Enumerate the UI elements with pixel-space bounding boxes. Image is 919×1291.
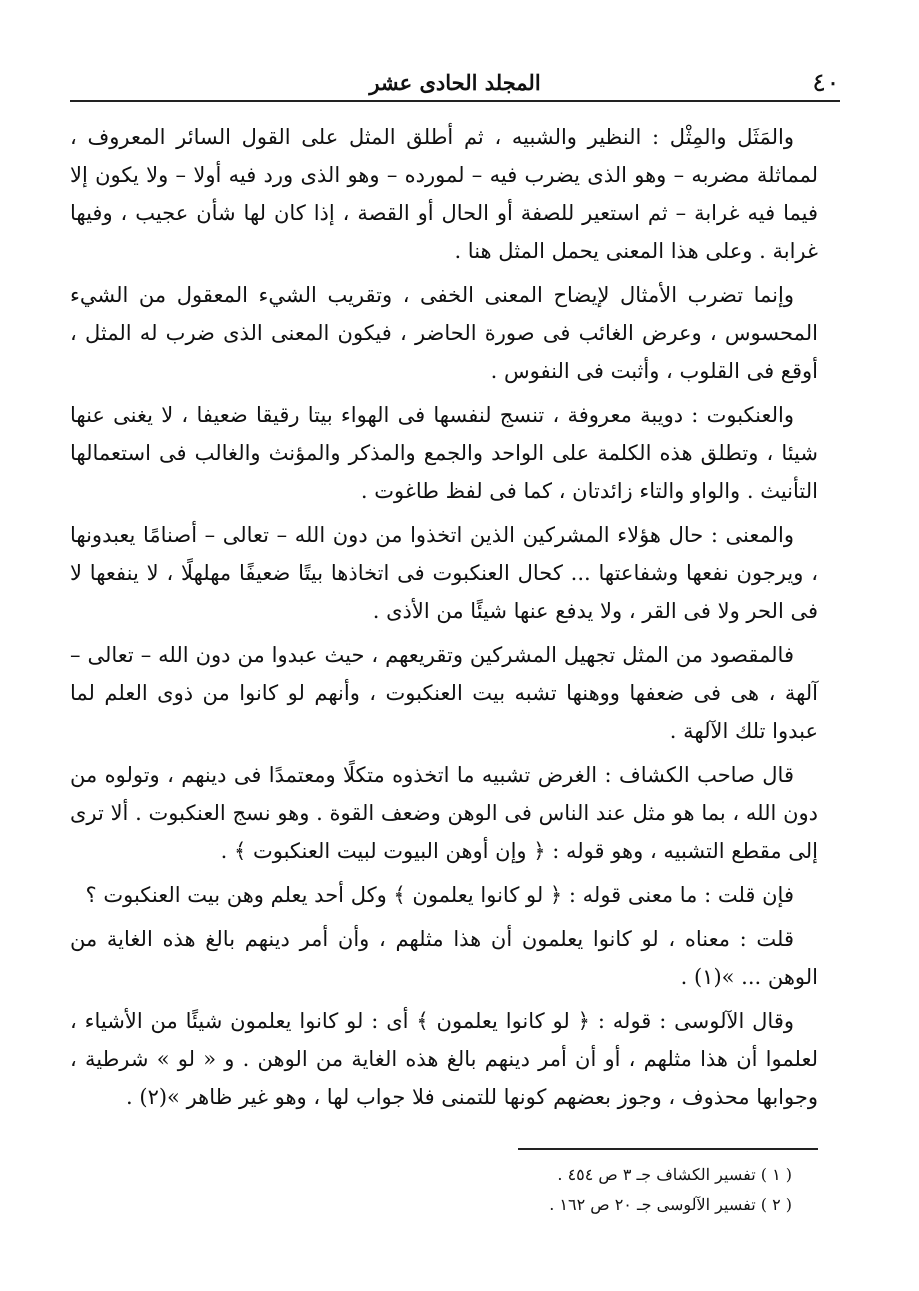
paragraph-purpose: فالمقصود من المثل تجهيل المشركين وتقريعهم ، حيث عبدوا من دون الله – تعالى – آلهة ، هى فى ضعفها ووهنها تشبه بيت العنكبوت ، وأنهم لو كانوا من ذوى العلم لما عبدوا تلك الآلهة . [70, 643, 818, 743]
paragraph-definition-mathal: والمَثَل والمِثْل : النظير والشبيه ، ثم أطلق المثل على القول السائر المعروف ، لمماثلة مضربه – وهو الذى يضرب فيه – لمورده – وهو الذى ورد فيه أولا – ولا يكون إلا فيما فيه غرابة – ثم استعير للصفة أو الحال أو القصة ، إذا كان لها شأن عجيب ، وفيها غرابة . وعلى هذا المعنى يحمل المثل هنا . [70, 125, 818, 263]
paragraph-meaning: والمعنى : حال هؤلاء المشركين الذين اتخذوا من دون الله – تعالى – أصنامًا يعبدونها ، ويرجون نفعها وشفاعتها ... كحال العنكبوت فى اتخاذها بيتًا ضعيفًا مهلهلًا ، لا ينفعها لا فى الحر ولا فى القر ، ولا يدفع عنها شيئًا من الأذى . [70, 523, 818, 623]
paragraph-spider-definition: والعنكبوت : دويبة معروفة ، تنسج لنفسها فى الهواء بيتا رقيقا ضعيفا ، لا يغنى عنها شيئا ، وتطلق هذه الكلمة على الواحد والجمع والمذكر والمؤنث والغالب فى استعمالها التأنيث . والواو والتاء زائدتان ، كما فى لفظ طاغوت . [70, 403, 818, 503]
running-title: المجلد الحادى عشر [369, 70, 541, 95]
footnote-divider [518, 1148, 818, 1150]
footnotes [70, 1160, 792, 1220]
paragraph-alusi-quote: وقال الآلوسى : قوله : ﴿ لو كانوا يعلمون ﴾ أى : لو كانوا يعلمون شيئًا من الأشياء ، لعلموا أن هذا مثلهم ، أو أن أمر دينهم بالغ هذه الغاية من الوهن . و « لو » شرطية ، وجوابها محذوف ، وجوز بعضهم كونها للتمنى فلا جواب لها ، وهو غير ظاهر »(٢) . [70, 1009, 818, 1109]
footnote-item: ( ١ ) تفسير الكشاف جـ ٣ ص ٤٥٤ . [557, 1165, 792, 1184]
paragraph-kashshaf-quote: قال صاحب الكشاف : الغرض تشبيه ما اتخذوه متكلًا ومعتمدًا فى دينهم ، وتولوه من دون الله ، بما هو مثل عند الناس فى الوهن وضعف القوة . وهو نسج العنكبوت . ألا ترى إلى مقطع التشبيه ، وهو قوله : ﴿ وإن أوهن البيوت لبيت العنكبوت ﴾ . [70, 763, 818, 863]
paragraph-question: فإن قلت : ما معنى قوله : ﴿ لو كانوا يعلمون ﴾ وكل أحد يعلم وهن بيت العنكبوت ؟ [85, 883, 794, 907]
page-header [70, 62, 840, 102]
paragraph-purpose-of-parables: وإنما تضرب الأمثال لإيضاح المعنى الخفى ، وتقريب الشيء المعقول من الشيء المحسوس ، وعرض الغائب فى صورة الحاضر ، فيكون المعنى الذى ضرب له المثل ، أوقع فى القلوب ، وأثبت فى النفوس . [70, 283, 818, 383]
header-divider [70, 100, 840, 102]
footnote-item: ( ٢ ) تفسير الآلوسى جـ ٢٠ ص ١٦٢ . [549, 1195, 792, 1214]
paragraph-answer: قلت : معناه ، لو كانوا يعلمون أن هذا مثلهم ، وأن أمر دينهم بالغ هذه الغاية من الوهن ... »(١) . [70, 927, 818, 989]
page-number: ٤٠ [812, 68, 840, 98]
main-text [70, 118, 818, 1122]
